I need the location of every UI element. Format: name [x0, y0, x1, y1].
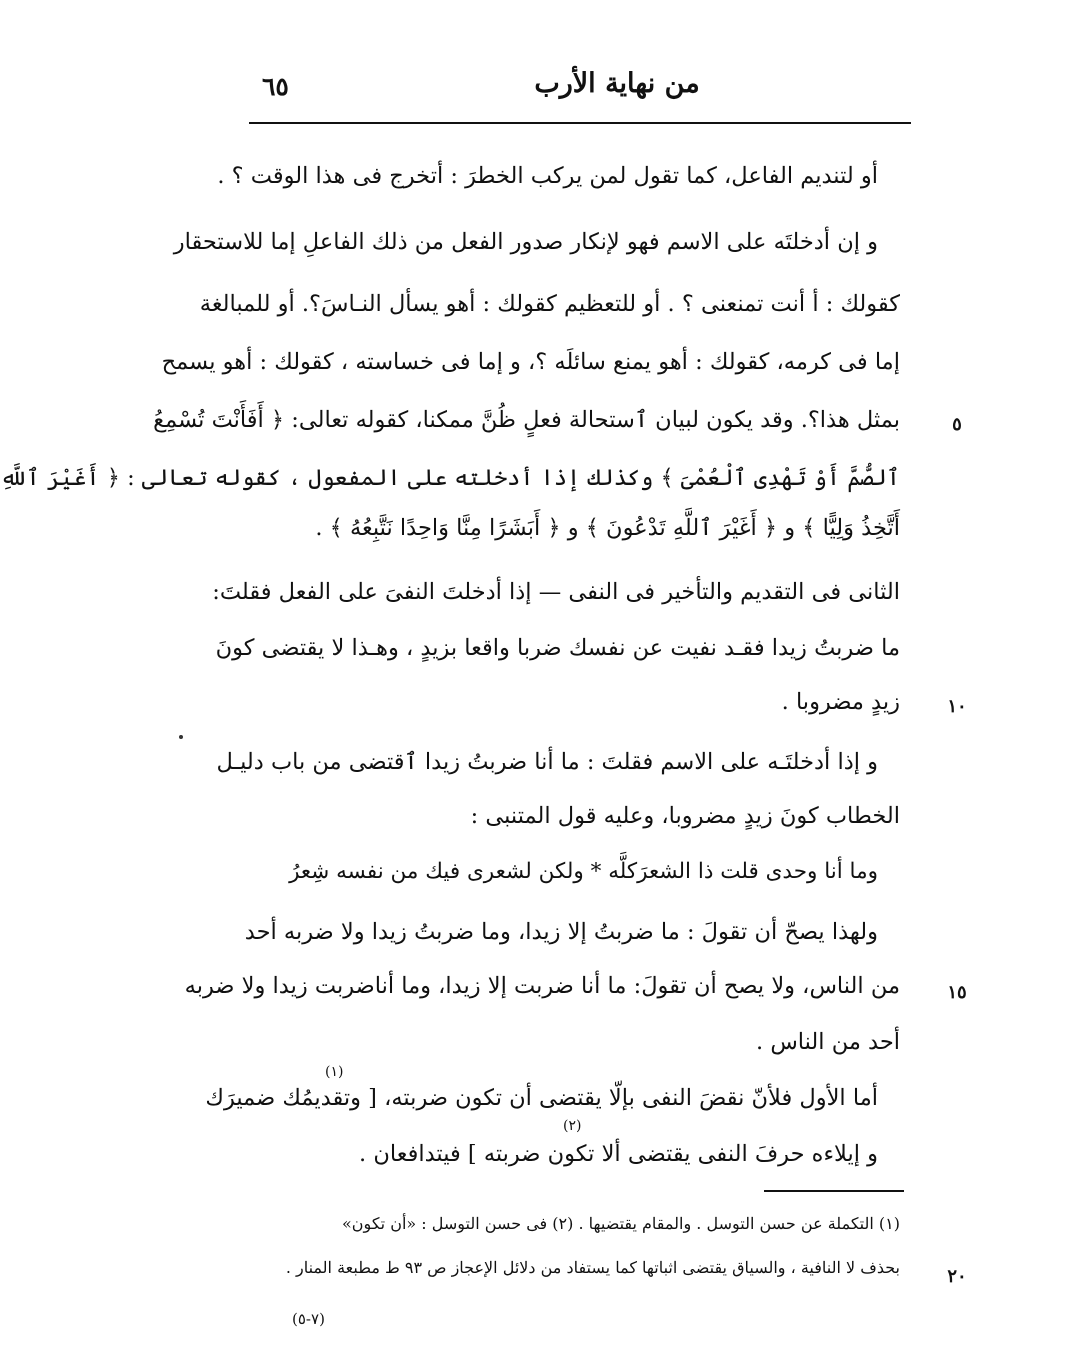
text-line: أما الأول فلأنّ نقضَ النفى بإلّا يقتضى أن تكون ضربته، [ وتقديمُك ضميرَك — [205, 1085, 878, 1111]
text-line: و إذا أدخلتَـه على الاسم فقلتَ : ما أنا ضربتُ زيدا ٱقتضى من باب دليـل — [216, 749, 878, 775]
text-line: زيدٍ مضروبا . — [781, 689, 900, 715]
margin-line-number: ١٠ — [947, 696, 967, 717]
text-line: ما ضربتُ زيدا فقـد نفيت عن نفسك ضربا واقعا بزيدٍ ، وهـذا لا يقتضى كونَ — [215, 635, 900, 661]
text-line: الخطاب كونَ زيدٍ مضروبا، وعليه قول المتنبى : — [470, 803, 900, 829]
footnote: (١) التكملة عن حسن التوسل . والمقام يقتضيها . (٢) فى حسن التوسل : «أن تكون» — [342, 1214, 900, 1233]
text-line: ٱلصُّمَّ أَوْ تَهْدِى ٱلْعُمْىَ ﴾ وكذلك إذا أدخلته على المفعول ، كقوله تعالى : ﴿ أَغَيْرَ ٱللَّهِ — [0, 465, 900, 491]
note-ref: (٢) — [563, 1118, 582, 1134]
margin-line-number: ٥ — [952, 414, 962, 435]
text-line: من الناس، ولا يصح أن تقولَ: ما أنا ضربت إلا زيدا، وما أناضربت زيدا ولا ضربه — [184, 973, 900, 999]
text-line: إما فى كرمه، كقولك : أهو يمنع سائلَه ؟، و إما فى خساسته ، كقولك : أهو يسمح — [161, 349, 900, 375]
running-title: من نهاية الأرب — [534, 68, 700, 99]
verse-line: وما أنا وحدى قلت ذا الشعرَكلَّه * ولكن لشعرى فيك من نفسه شِعرُ — [289, 859, 878, 884]
header-rule — [249, 122, 911, 124]
text-line: و إيلاءه حرفَ النفى يقتضى ألا تكون ضربته ] فيتدافعان . — [359, 1141, 878, 1167]
page-number: ٦٥ — [262, 72, 289, 101]
note-ref: (١) — [325, 1064, 344, 1080]
signature-mark: (٧-٥) — [292, 1310, 325, 1328]
text-line: ولهذا يصحّ أن تقولَ : ما ضربتُ إلا زيدا، وما ضربتُ زيدا ولا ضربه أحد — [244, 919, 878, 945]
footnote: بحذف لا النافية ، والسياق يقتضى اثباتها كما يستفاد من دلائل الإعجاز ص ٩٣ ط مطبعة المنار . — [285, 1258, 900, 1277]
text-line: أَتَّخِذُ وَلِيًّا ﴾ و ﴿ أَغَيْرَ ٱللَّهِ تَدْعُونَ ﴾ و ﴿ أَبَشَرًا مِنَّا وَاحِدًا نَتَّبِعُهُ ﴾ . — [315, 515, 900, 541]
footnote-rule — [764, 1190, 904, 1192]
margin-line-number: ٢٠ — [947, 1266, 967, 1287]
text-line: كقولك : أ أنت تمنعنى ؟ . أو للتعظيم كقولك : أهو يسأل النـاسَ؟. أو للمبالغة — [199, 291, 900, 317]
text-line: بمثل هذا؟. وقد يكون لبيان ٱستحالة فعلٍ ظُنَّ ممكنا، كقوله تعالى: ﴿ أَفَأَنْتَ تُسْمِعُ — [153, 407, 900, 433]
margin-line-number: ١٥ — [947, 982, 967, 1003]
text-line: أحد من الناس . — [756, 1029, 900, 1055]
margin-dot — [179, 735, 183, 739]
text-line: و إن أدخلتَه على الاسم فهو لإنكار صدور الفعل من ذلك الفاعلِ إما للاستحقار — [173, 229, 878, 255]
text-line: أو لتنديم الفاعل، كما تقول لمن يركب الخطرَ : أتخرج فى هذا الوقت ؟ . — [217, 163, 878, 189]
section-heading: الثانى فى التقديم والتأخير فى النفى — إذا أدخلتَ النفىَ على الفعل فقلتَ: — [212, 579, 900, 605]
